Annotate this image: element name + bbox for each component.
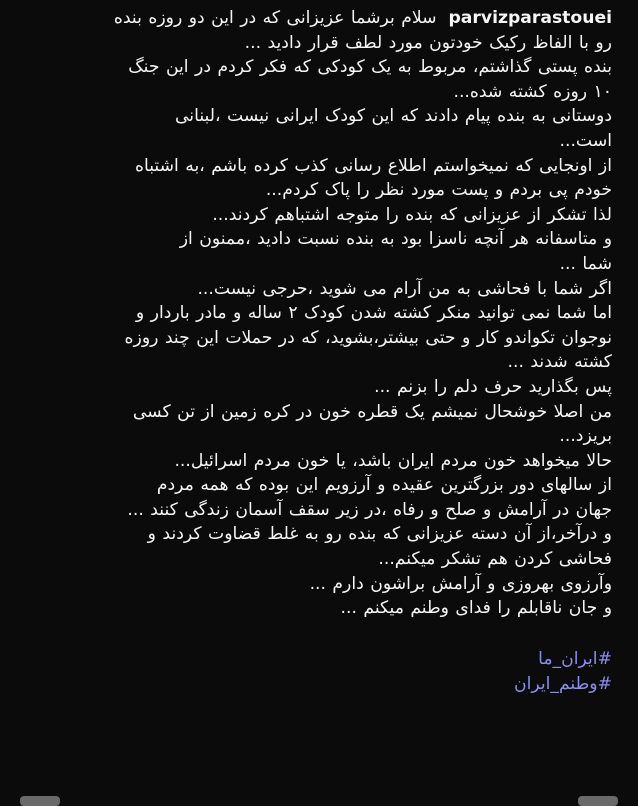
caption-line: و درآخر،از آن دسته عزیزانی که بنده رو به غلط قضاوت کردند و (147, 524, 612, 545)
caption-line: من اصلا خوشحال نمیشم یک قطره خون در کره زمین از تن کسی (132, 401, 612, 422)
caption-line: اگر شما با فحاشی به من آرام می شوید ،حرجی نیست... (197, 278, 612, 299)
caption-line: وآرزوی بهروزی و آرامش براشون دارم ... (309, 573, 612, 594)
hashtag-link[interactable]: #ایران_ما (538, 648, 612, 669)
caption-line: لذا تشکر از عزیزانی که بنده را متوجه اشتباهم کردند... (212, 204, 612, 225)
caption-line: رو با الفاظ رکیک خودتون مورد لطف قرار دادید ... (244, 32, 612, 53)
caption-line: نوجوان تکواندو کار و حتی بیشتر،بشوید، که در حملات این چند روزه (124, 327, 612, 348)
hashtag-list (34, 647, 612, 697)
caption-line: خودم پی بردم و پست مورد نظر را پاک کردم... (265, 180, 612, 201)
footer-placeholder (578, 796, 618, 806)
hashtag-link[interactable]: #وطنم_ایران (513, 673, 612, 694)
caption-line: و متاسفانه هر آنچه ناسزا بود به بنده نسبت دادید ،ممنون از (179, 229, 612, 250)
cropped-footer-row (20, 796, 618, 806)
username-link[interactable]: parvizparastouei (448, 8, 612, 28)
caption-line: از اونجایی که نمیخواستم اطلاع رسانی کذب کرده باشم ،به اشتباه (134, 155, 612, 176)
caption-line: جهان در آرامش و صلح و رفاه ،در زیر سقف آسمان زندگی کنند ... (127, 499, 612, 520)
caption-line: اما شما نمی توانید منکر کشته شدن کودک ۲ ساله و مادر باردار و (135, 303, 612, 324)
footer-placeholder (20, 796, 60, 806)
caption-line (34, 6, 612, 31)
caption-line: شما ... (559, 253, 612, 274)
caption-line: از سالهای دور بزرگترین عقیده و آرزویم این بوده که همه مردم (156, 475, 612, 496)
caption-text: سلام برشما عزیزانی که در این دو روزه بنده (113, 8, 437, 28)
caption-line: بنده پستی گذاشتم، مربوط به یک کودکی که فکر کردم در این جنگ (128, 57, 612, 78)
post-caption-container (0, 6, 638, 697)
caption-line: پس بگذارید حرف دلم را بزنم ... (374, 376, 612, 397)
caption-line: فحاشی کردن هم تشکر میکنم... (378, 549, 612, 570)
caption-line: کشته شدند ... (507, 352, 612, 373)
caption-line: و جان ناقابلم را فدای وطنم میکنم ... (340, 598, 612, 619)
post-caption (34, 6, 612, 621)
caption-line: ۱۰ روزه کشته شده... (453, 81, 612, 102)
caption-line: است... (559, 130, 612, 151)
caption-line: حالا میخواهد خون مردم ایران باشد، یا خون مردم اسرائیل... (174, 450, 612, 471)
caption-line: دوستانی به بنده پیام دادند که این کودک ایرانی نیست ،لبنانی (174, 106, 612, 127)
caption-line: بریزد... (559, 426, 612, 447)
